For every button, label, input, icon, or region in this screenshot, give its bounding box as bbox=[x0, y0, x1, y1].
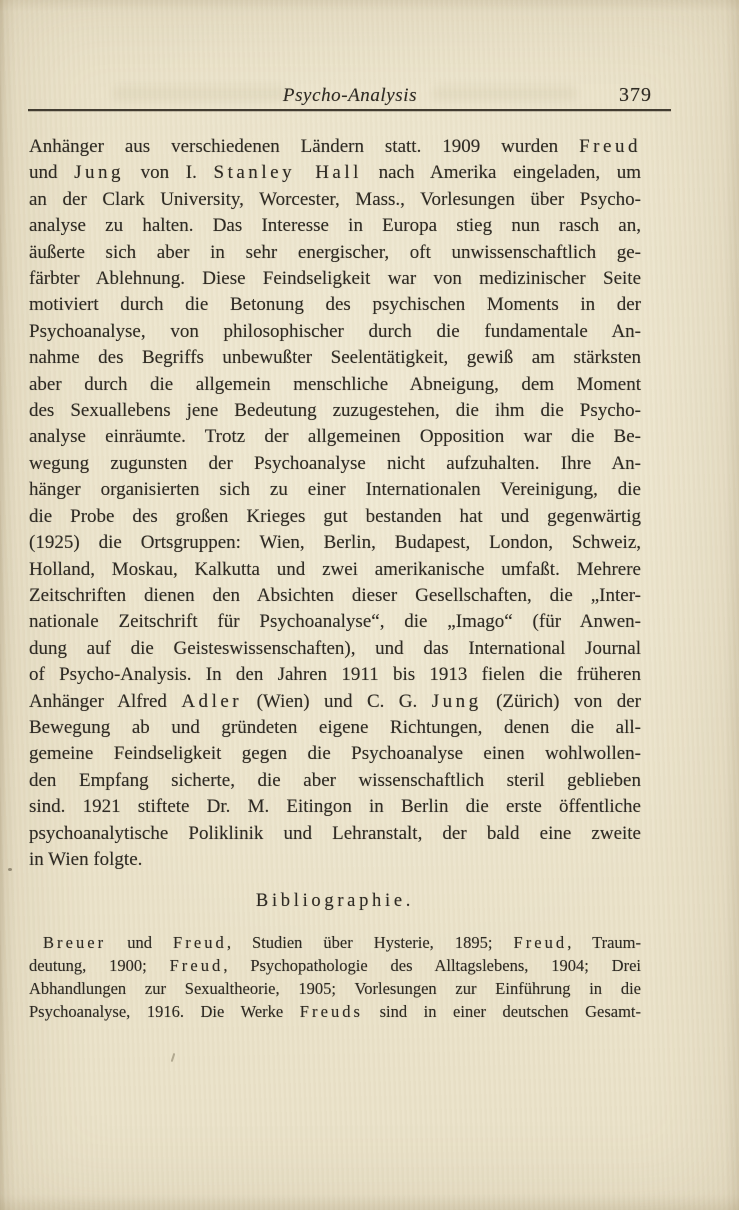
text-line bbox=[29, 821, 641, 847]
text-line bbox=[29, 768, 641, 794]
page-number: 379 bbox=[619, 84, 652, 106]
text-run: Anhänger Alfred bbox=[29, 690, 182, 712]
text-line bbox=[29, 741, 641, 767]
text-run: in Wien folgte. bbox=[29, 848, 143, 870]
letterspaced-name: Stanley Hall bbox=[213, 162, 362, 184]
page-title: Psycho-Analysis bbox=[282, 85, 418, 106]
text-line bbox=[29, 689, 641, 715]
text-run: Abhandlungen zur Sexualtheorie, 1905; Vorlesungen zur Einführung in die bbox=[29, 979, 641, 998]
text-line bbox=[29, 292, 641, 318]
letterspaced-name: Adler bbox=[181, 690, 243, 712]
text-run: motiviert durch die Betonung des psychischen Moments in der bbox=[29, 294, 641, 316]
text-run: und bbox=[106, 933, 174, 952]
letterspaced-name: Freuds bbox=[299, 1002, 364, 1021]
text-line bbox=[29, 557, 641, 583]
text-line bbox=[29, 187, 641, 213]
text-line bbox=[29, 213, 641, 239]
text-run: an der Clark University, Worcester, Mass., Vorlesungen über Psycho- bbox=[29, 188, 641, 210]
text-line bbox=[29, 636, 641, 662]
text-line bbox=[29, 160, 641, 186]
text-line bbox=[29, 609, 641, 635]
text-run: nach Amerika eingeladen, um bbox=[361, 162, 642, 184]
text-run: , Studien über Hysterie, 1895; bbox=[226, 933, 514, 952]
text-line bbox=[29, 794, 641, 820]
text-run: (Zürich) von der bbox=[481, 690, 641, 712]
text-run: wegung zugunsten der Psychoanalyse nicht aufzuhalten. Ihre An- bbox=[29, 452, 641, 474]
text-run: Psychoanalyse, 1916. Die Werke bbox=[29, 1002, 300, 1021]
text-run: des Sexuallebens jene Bedeutung zuzugestehen, die ihm die Psycho- bbox=[29, 400, 641, 422]
text-run: sind in einer deutschen Gesamt- bbox=[363, 1002, 641, 1021]
text-line bbox=[29, 477, 641, 503]
text-run: Bewegung ab und gründeten eigene Richtungen, denen die all- bbox=[29, 716, 641, 738]
text-run: , Traum- bbox=[567, 933, 641, 952]
text-line bbox=[29, 931, 641, 954]
letterspaced-name: Freud bbox=[579, 136, 641, 157]
text-run: analyse einräumte. Trotz der allgemeinen Opposition war die Be- bbox=[29, 426, 641, 448]
text-run: hänger organisierten sich zu einer Internationalen Vereinigung, die bbox=[29, 479, 641, 501]
text-run: Holland, Moskau, Kalkutta und zwei amerikanische umfaßt. Mehrere bbox=[29, 558, 641, 580]
body-text bbox=[29, 134, 641, 873]
text-run: , Psychopathologie des Alltagslebens, 1904; Drei bbox=[223, 956, 641, 975]
text-line bbox=[29, 134, 641, 160]
bibliography-heading: Bibliographie. bbox=[255, 891, 415, 911]
text-line bbox=[29, 319, 641, 345]
text-run: äußerte sich aber in sehr energischer, oft unwissenschaftlich ge- bbox=[29, 241, 641, 263]
header-rule bbox=[28, 109, 671, 111]
text-line bbox=[29, 954, 641, 977]
text-line bbox=[29, 345, 641, 371]
text-line bbox=[29, 715, 641, 741]
text-line bbox=[29, 1000, 641, 1023]
text-run: von I. bbox=[124, 162, 214, 184]
letterspaced-name: Breuer bbox=[43, 933, 107, 952]
text-line bbox=[29, 266, 641, 292]
text-run: analyse zu halten. Das Interesse in Europa stieg nun rasch an, bbox=[29, 215, 641, 237]
letterspaced-name: Freud bbox=[169, 956, 224, 975]
text-run: psychoanalytische Poliklinik und Lehranstalt, der bald eine zweite bbox=[29, 822, 641, 844]
text-run: die Probe des großen Krieges gut bestanden hat und gegenwärtig bbox=[29, 505, 641, 527]
text-line bbox=[29, 451, 641, 477]
text-run: gemeine Feindseligkeit gegen die Psychoanalyse einen wohlwollen- bbox=[29, 743, 641, 765]
text-line bbox=[29, 240, 641, 266]
text-line bbox=[29, 977, 641, 1000]
text-run: deutung, 1900; bbox=[29, 956, 170, 975]
text-run: Psychoanalyse, von philosophischer durch die fundamentale An- bbox=[29, 320, 641, 342]
text-line bbox=[29, 662, 641, 688]
text-run: Zeitschriften dienen den Absichten dieser Gesellschaften, die „Inter- bbox=[29, 584, 641, 606]
text-line bbox=[29, 530, 641, 556]
letterspaced-name: Jung bbox=[74, 162, 125, 184]
text-run: färbter Ablehnung. Diese Feindseligkeit war von medizinischer Seite bbox=[29, 268, 641, 290]
text-run: und bbox=[29, 162, 75, 184]
ink-speck bbox=[171, 1053, 176, 1062]
text-run: nationale Zeitschrift für Psychoanalyse“, die „Imago“ (für Anwen- bbox=[29, 611, 641, 633]
text-line bbox=[29, 583, 641, 609]
text-run: of Psycho-Analysis. In den Jahren 1911 bis 1913 fielen die früheren bbox=[29, 664, 641, 686]
bibliography-text bbox=[29, 931, 641, 1023]
letterspaced-name: Jung bbox=[431, 690, 482, 712]
text-line bbox=[29, 398, 641, 424]
text-line bbox=[29, 372, 641, 398]
ink-speck bbox=[8, 868, 12, 871]
text-run: dung auf die Geisteswissenschaften), und das International Journal bbox=[29, 637, 641, 659]
text-run: nahme des Begriffs unbewußter Seelentätigkeit, gewiß am stärksten bbox=[29, 347, 641, 369]
letterspaced-name: Freud bbox=[513, 933, 568, 952]
text-run: sind. 1921 stiftete Dr. M. Eitingon in Berlin die erste öffentliche bbox=[29, 796, 641, 818]
text-run: Anhänger aus verschiedenen Ländern statt. 1909 wurden bbox=[29, 136, 580, 157]
text-run: aber durch die allgemein menschliche Abneigung, dem Moment bbox=[29, 373, 641, 395]
text-run: (Wien) und C. G. bbox=[242, 690, 432, 712]
letterspaced-name: Freud bbox=[173, 933, 227, 952]
text-line bbox=[29, 847, 641, 873]
text-run: (1925) die Ortsgruppen: Wien, Berlin, Budapest, London, Schweiz, bbox=[29, 532, 641, 554]
text-run: den Empfang sicherte, die aber wissenschaftlich steril geblieben bbox=[29, 769, 641, 791]
text-line bbox=[29, 424, 641, 450]
text-line bbox=[29, 504, 641, 530]
